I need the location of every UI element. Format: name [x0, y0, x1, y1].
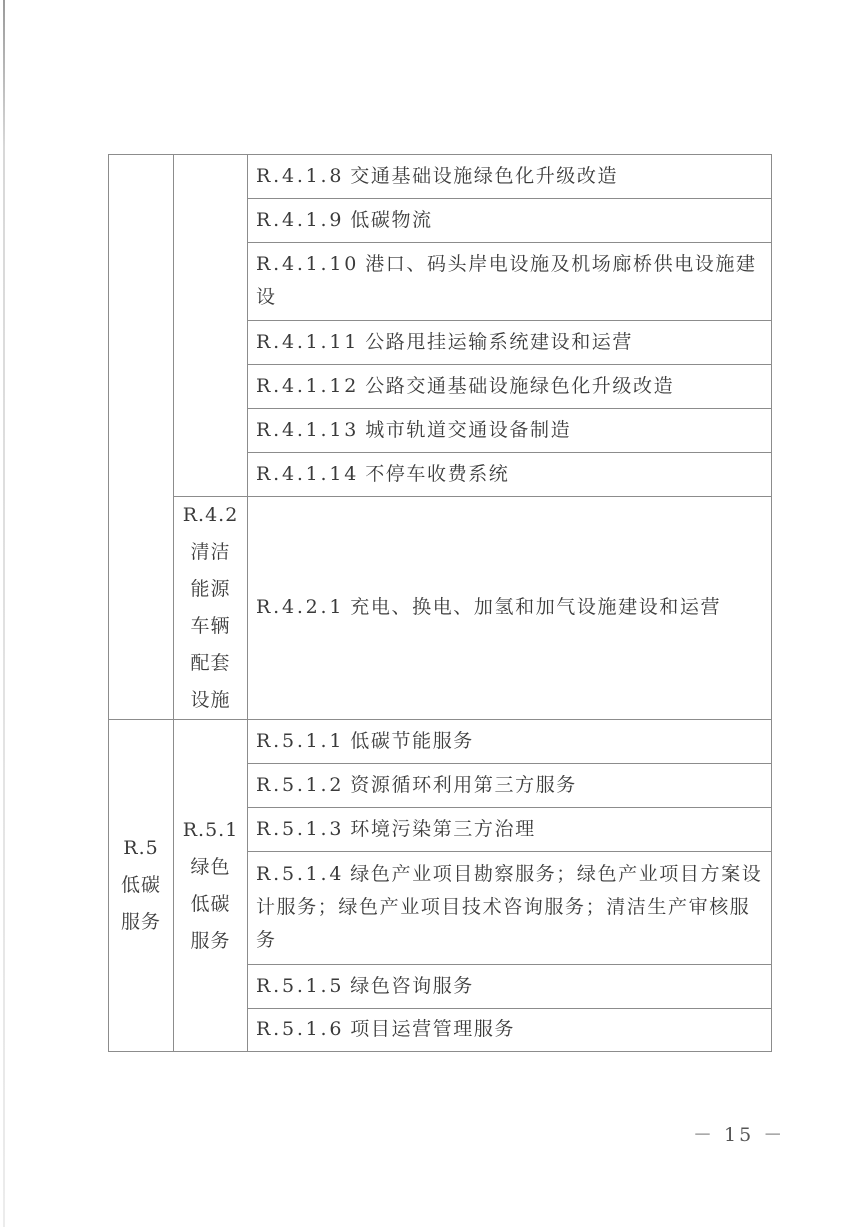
section-label-line: 服务	[120, 911, 161, 933]
item-text: 不停车收费系统	[365, 462, 510, 485]
item-cell-r5-1-4	[248, 852, 772, 965]
group-label-line: 服务	[190, 929, 231, 952]
group-r4-1-cell-continued	[174, 155, 248, 497]
item-code: R.5.1.1	[256, 729, 345, 752]
section-label-line: 低碳	[120, 874, 161, 896]
item-cell-r4-1-13	[248, 409, 772, 453]
item-code: R.4.1.12	[256, 374, 360, 397]
item-code: R.4.1.11	[256, 330, 360, 353]
page-number: － 15 －	[693, 1124, 786, 1146]
item-cell-r5-1-5	[248, 965, 772, 1009]
item-text: 港口、码头岸电设施及机场廊桥供电设施建设	[256, 253, 757, 308]
group-label-line: 车辆	[190, 615, 231, 637]
item-text: 交通基础设施绿色化升级改造	[350, 164, 619, 187]
item-code: R.5.1.2	[256, 773, 345, 796]
section-r4-cell-continued	[109, 155, 174, 720]
item-text: 充电、换电、加氢和加气设施建设和运营	[350, 596, 722, 618]
group-r5-1-cell	[174, 720, 248, 1052]
group-label-line: 能源	[190, 578, 231, 600]
table-row	[109, 720, 772, 764]
item-cell-r5-1-6	[248, 1009, 772, 1052]
item-code: R.4.1.14	[256, 462, 360, 485]
item-text: 绿色产业项目勘察服务；绿色产业项目方案设计服务；绿色产业项目技术咨询服务；清洁生产审核服务	[256, 863, 763, 951]
item-code: R.5.1.4	[256, 863, 345, 885]
group-label-line: 配套	[190, 652, 231, 674]
item-cell-r5-1-3	[248, 808, 772, 852]
group-r4-2-cell	[174, 497, 248, 720]
item-text: 项目运营管理服务	[350, 1018, 516, 1040]
group-code: R.4.2	[182, 504, 239, 526]
item-cell-r4-1-9	[248, 199, 772, 243]
section-r5-label	[109, 830, 173, 941]
item-text: 公路甩挂运输系统建设和运营	[365, 330, 633, 353]
group-r5-1-label	[174, 812, 247, 960]
item-code: R.5.1.3	[256, 817, 345, 840]
group-label-line: 设施	[190, 689, 231, 711]
group-label-line: 绿色	[190, 855, 231, 878]
section-r5-cell	[109, 720, 174, 1052]
item-text: 环境污染第三方治理	[350, 817, 536, 840]
green-industry-catalog-table	[108, 154, 772, 1052]
item-code: R.5.1.6	[256, 1018, 345, 1040]
item-text: 低碳节能服务	[350, 729, 474, 752]
scan-edge-shadow	[3, 0, 5, 1227]
group-label-line: 低碳	[190, 892, 231, 915]
item-cell-r5-1-2	[248, 764, 772, 808]
item-text: 绿色咨询服务	[350, 974, 474, 997]
item-cell-r4-2-1	[248, 497, 772, 720]
item-code: R.4.1.8	[256, 164, 345, 187]
item-cell-r4-1-8	[248, 155, 772, 199]
item-cell-r4-1-14	[248, 453, 772, 497]
item-text: 城市轨道交通设备制造	[365, 418, 572, 441]
group-label-line: 清洁	[190, 541, 231, 563]
group-r4-2-label	[174, 497, 247, 719]
item-text: 公路交通基础设施绿色化升级改造	[365, 374, 675, 397]
item-cell-r4-1-12	[248, 365, 772, 409]
group-code: R.5.1	[182, 818, 239, 841]
section-code: R.5	[123, 837, 159, 859]
item-code: R.4.2.1	[256, 596, 345, 618]
item-code: R.4.1.9	[256, 208, 345, 231]
item-cell-r5-1-1	[248, 720, 772, 764]
item-text: 资源循环利用第三方服务	[350, 773, 577, 796]
item-code: R.4.1.13	[256, 418, 360, 441]
item-cell-r4-1-10	[248, 243, 772, 321]
item-cell-r4-1-11	[248, 321, 772, 365]
table-row	[109, 497, 772, 720]
item-text: 低碳物流	[350, 208, 433, 231]
item-code: R.4.1.10	[256, 253, 360, 275]
table-row	[109, 155, 772, 199]
item-code: R.5.1.5	[256, 974, 345, 997]
